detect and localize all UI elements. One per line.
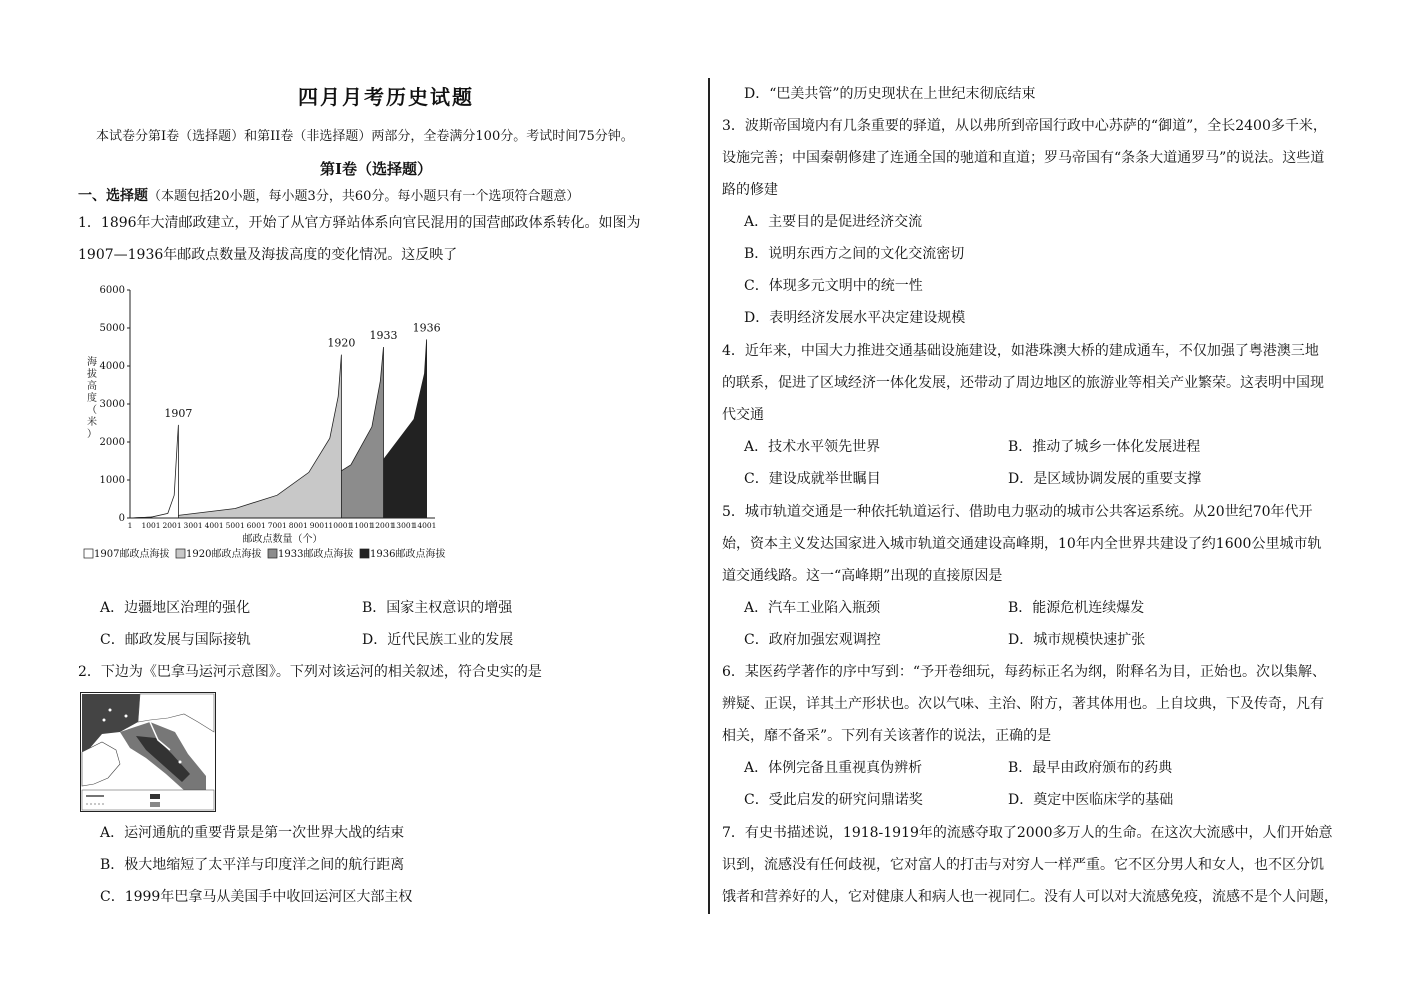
- q2-option-b: B．极大地缩短了太平洋与印度洋之间的航行距离: [100, 857, 405, 873]
- q5-line1: 5．城市轨道交通是一种依托轨道运行、借助电力驱动的城市公共客运系统。从20世纪70年代开: [722, 504, 1313, 520]
- q5-line2: 始，资本主义发达国家进入城市轨道交通建设高峰期，10年内全世界共建设了约1600公里城市轨: [722, 536, 1322, 552]
- panama-canal-map: [80, 692, 216, 812]
- section-title: 第Ⅰ卷（选择题）: [320, 160, 433, 178]
- y-axis-label-char: ）: [87, 429, 97, 440]
- legend-label-1933: 1933邮政点海拔: [278, 549, 354, 560]
- q6-option-c: C．受此启发的研究问鼎诺奖: [744, 792, 923, 808]
- y-axis-label-char: 米: [87, 417, 97, 428]
- q3-option-c: C．体现多元文明中的统一性: [744, 278, 923, 294]
- q5-option-d: D．城市规模快速扩张: [1008, 632, 1146, 648]
- legend-swatch-1907: [84, 549, 93, 558]
- x-tick-label: 10001: [328, 521, 353, 530]
- y-tick-label: 2000: [99, 437, 125, 448]
- series-label-1936: 1936: [412, 321, 441, 335]
- q4-option-a: A．技术水平领先世界: [744, 439, 881, 455]
- q6-option-b: B．最早由政府颁布的药典: [1008, 760, 1173, 776]
- q3-line2: 设施完善；中国秦朝修建了连通全国的驰道和直道；罗马帝国有“条条大道通罗马”的说法。这些道: [722, 150, 1325, 166]
- y-tick-label: 5000: [99, 323, 125, 334]
- y-axis-label-char: 高: [87, 381, 97, 392]
- y-tick-label: 0: [118, 513, 125, 524]
- x-tick-label: 1001: [141, 521, 161, 530]
- q6-line1: 6．某医药学著作的序中写到：“予开卷细玩，每药标正名为纲，附释名为目，正始也。次以集解、: [722, 664, 1327, 680]
- y-tick-label: 1000: [99, 475, 125, 486]
- series-area-1920: [130, 355, 341, 518]
- q4-line1: 4．近年来，中国大力推进交通基础设施建设，如港珠澳大桥的建成通车，不仅加强了粤港澳三地: [722, 343, 1319, 359]
- page-title: 四月月考历史试题: [298, 85, 474, 109]
- y-tick-label: 3000: [99, 399, 125, 410]
- q2-option-d: D．“巴美共管”的历史现状在上世纪末彻底结束: [744, 86, 1036, 102]
- q6-line2: 辨疑、正误，详其土产形状也。次以气味、主治、附方，著其体用也。上自坟典，下及传奇，凡有: [722, 696, 1324, 712]
- part-heading-rest: （本题包括20小题，每小题3分，共60分。每小题只有一个选项符合题意）: [148, 189, 580, 204]
- legend-swatch-1936: [360, 549, 369, 558]
- legend-label-1907: 1907邮政点海拔: [94, 549, 170, 560]
- q3-option-d: D．表明经济发展水平决定建设规模: [744, 310, 966, 326]
- q3-option-b: B．说明东西方之间的文化交流密切: [744, 246, 965, 262]
- x-tick-label: 3001: [183, 521, 203, 530]
- q1-option-b: B．国家主权意识的增强: [362, 600, 513, 616]
- part-heading: [78, 187, 579, 206]
- series-label-1933: 1933: [369, 329, 398, 342]
- x-tick-label: 12001: [370, 521, 395, 530]
- q6-line3: 相关，靡不备采”。下列有关该著作的说法，正确的是: [722, 728, 1052, 744]
- y-axis-label-char: （: [87, 405, 97, 416]
- q2-line1: 2．下边为《巴拿马运河示意图》。下列对该运河的相关叙述，符合史实的是: [78, 664, 542, 680]
- legend-label-1920: 1920邮政点海拔: [186, 549, 262, 560]
- y-tick-label: 6000: [99, 285, 125, 296]
- q5-line3: 道交通线路。这一“高峰期”出现的直接原因是: [722, 568, 1003, 584]
- x-axis-label: 邮政点数量（个）: [242, 534, 323, 545]
- q7-line3: 饿者和营养好的人，它对健康人和病人也一视同仁。没有人可以对大流感免疫，流感不是个人问题，: [722, 889, 1338, 905]
- q1-line2: 1907—1936年邮政点数量及海拔高度的变化情况。这反映了: [78, 247, 458, 263]
- part-heading-bold: 一、选择题: [78, 188, 148, 204]
- q3-line3: 路的修建: [722, 182, 778, 198]
- x-tick-label: 6001: [246, 521, 266, 530]
- q7-line1: 7．有史书描述说，1918-1919年的流感夺取了2000多万人的生命。在这次大流感中，人们开始意: [722, 825, 1333, 841]
- q4-line3: 代交通: [722, 407, 764, 423]
- series-area-1933: [130, 347, 384, 518]
- x-tick-label: 9001: [309, 521, 329, 530]
- y-axis-label-char: 海: [87, 357, 97, 368]
- q5-option-a: A．汽车工业陷入瓶颈: [744, 600, 881, 616]
- y-tick-label: 4000: [99, 361, 125, 372]
- series-label-1907: 1907: [164, 406, 193, 420]
- q3-option-a: A．主要目的是促进经济交流: [744, 214, 923, 230]
- x-tick-label: 14001: [412, 521, 437, 530]
- legend-label-1936: 1936邮政点海拔: [370, 549, 446, 560]
- series-area-1907: [130, 425, 178, 518]
- x-tick-label: 5001: [225, 521, 245, 530]
- legend-swatch-1933: [268, 549, 277, 558]
- q6-option-a: A．体例完备且重视真伪辨析: [744, 760, 923, 776]
- x-tick-label: 13001: [391, 521, 416, 530]
- q7-line2: 识到，流感没有任何歧视，它对富人的打击与对穷人一样严重。它不区分男人和女人，也不区分饥: [722, 857, 1324, 873]
- q4-option-d: D．是区域协调发展的重要支撑: [1008, 471, 1202, 487]
- q3-line1: 3．波斯帝国境内有几条重要的驿道，从以弗所到帝国行政中心苏萨的“御道”，全长2400多千米，: [722, 118, 1327, 134]
- column-divider: [708, 78, 710, 914]
- q2-option-c: C．1999年巴拿马从美国手中收回运河区大部主权: [100, 889, 413, 905]
- q4-line2: 的联系，促进了区域经济一体化发展，还带动了周边地区的旅游业等相关产业繁荣。这表明中国现: [722, 375, 1324, 391]
- exam-intro: 本试卷分第Ⅰ卷（选择题）和第II卷（非选择题）两部分，全卷满分100分。考试时间75分钟。: [96, 129, 634, 144]
- y-axis-label-char: 度: [87, 393, 97, 404]
- q1-option-d: D．近代民族工业的发展: [362, 632, 514, 648]
- x-tick-label: 8001: [288, 521, 308, 530]
- q1-option-c: C．邮政发展与国际接轨: [100, 632, 251, 648]
- postal-altitude-chart: [80, 280, 460, 575]
- x-tick-label: 4001: [204, 521, 224, 530]
- y-axis-label-char: 拔: [87, 369, 97, 380]
- x-tick-label: 2001: [162, 521, 182, 530]
- x-tick-label: 7001: [267, 521, 287, 530]
- q4-option-b: B．推动了城乡一体化发展进程: [1008, 439, 1201, 455]
- q5-option-c: C．政府加强宏观调控: [744, 632, 881, 648]
- q1-line1: 1．1896年大清邮政建立，开始了从官方驿站体系向官民混用的国营邮政体系转化。如图为: [78, 215, 641, 231]
- legend-swatch-1920: [176, 549, 185, 558]
- series-label-1920: 1920: [327, 336, 356, 350]
- q1-option-a: A．边疆地区治理的强化: [100, 600, 251, 616]
- q2-option-a: A．运河通航的重要背景是第一次世界大战的结束: [100, 825, 405, 841]
- x-tick-label: 1: [127, 521, 133, 530]
- q6-option-d: D．奠定中医临床学的基础: [1008, 792, 1174, 808]
- x-tick-label: 11001: [349, 521, 374, 530]
- q4-option-c: C．建设成就举世瞩目: [744, 471, 881, 487]
- q5-option-b: B．能源危机连续爆发: [1008, 600, 1145, 616]
